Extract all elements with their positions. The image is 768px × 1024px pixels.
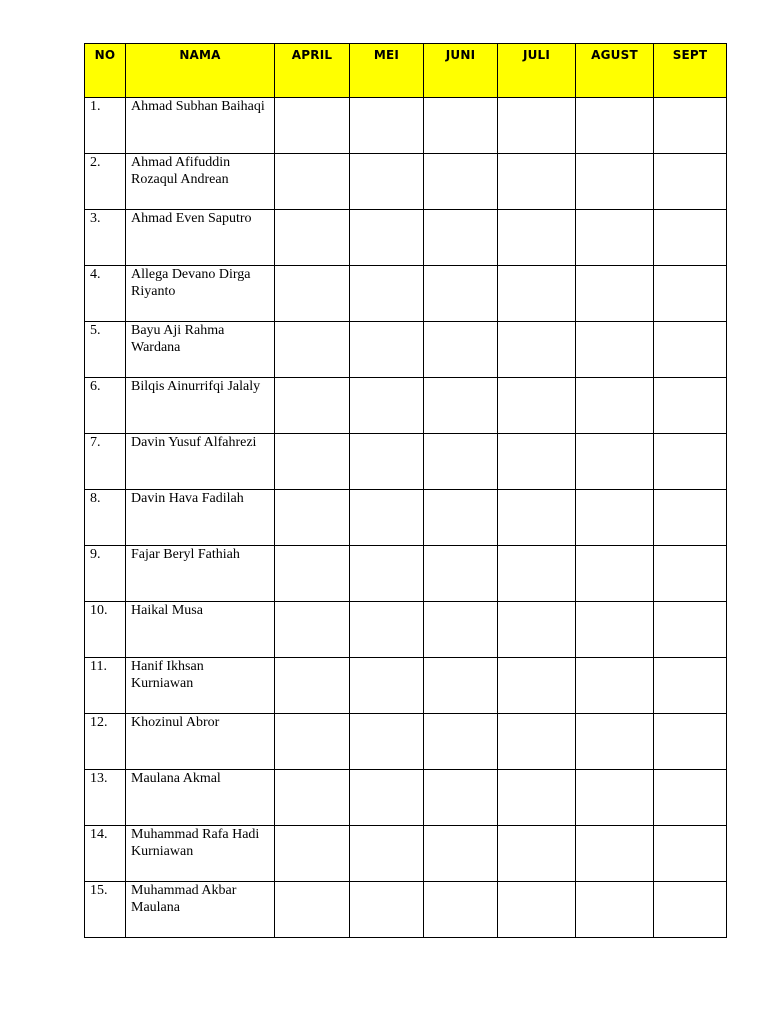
header-no: NO [85, 44, 126, 98]
header-mei: MEI [350, 44, 424, 98]
header-nama: NAMA [126, 44, 275, 98]
student-name-cell [126, 546, 275, 602]
row-number-cell [85, 546, 126, 602]
juli-cell[interactable] [498, 378, 576, 434]
student-name-cell [126, 378, 275, 434]
juli-cell[interactable] [498, 210, 576, 266]
row-number: 4. [90, 267, 101, 282]
row-number-cell [85, 770, 126, 826]
table-row [85, 882, 727, 938]
juli-cell[interactable] [498, 490, 576, 546]
mei-cell[interactable] [350, 826, 424, 882]
sept-cell[interactable] [654, 882, 727, 938]
sept-cell[interactable] [654, 378, 727, 434]
juni-cell[interactable] [424, 154, 498, 210]
row-number-cell [85, 714, 126, 770]
table-row [85, 266, 727, 322]
agust-cell[interactable] [576, 154, 654, 210]
student-name: Davin Yusuf Alfahrezi [131, 435, 257, 450]
sept-cell[interactable] [654, 546, 727, 602]
attendance-table [84, 43, 727, 938]
row-number: 7. [90, 435, 101, 450]
student-name: Davin Hava Fadilah [131, 491, 244, 506]
table-row [85, 770, 727, 826]
april-cell[interactable] [275, 154, 350, 210]
header-juni: JUNI [424, 44, 498, 98]
april-cell[interactable] [275, 882, 350, 938]
row-number-cell [85, 378, 126, 434]
table-row [85, 490, 727, 546]
student-name-cell [126, 882, 275, 938]
agust-cell[interactable] [576, 546, 654, 602]
mei-cell[interactable] [350, 434, 424, 490]
sept-cell[interactable] [654, 490, 727, 546]
student-name: Maulana Akmal [131, 771, 221, 786]
student-name-cell [126, 658, 275, 714]
juli-cell[interactable] [498, 266, 576, 322]
row-number: 12. [90, 715, 108, 730]
sept-cell[interactable] [654, 98, 727, 154]
agust-cell[interactable] [576, 322, 654, 378]
student-name-cell [126, 770, 275, 826]
juni-cell[interactable] [424, 714, 498, 770]
row-number-cell [85, 826, 126, 882]
mei-cell[interactable] [350, 882, 424, 938]
mei-cell[interactable] [350, 210, 424, 266]
agust-cell[interactable] [576, 658, 654, 714]
agust-cell[interactable] [576, 210, 654, 266]
row-number-cell [85, 602, 126, 658]
row-number: 1. [90, 99, 101, 114]
april-cell[interactable] [275, 546, 350, 602]
table-row [85, 154, 727, 210]
juli-cell[interactable] [498, 826, 576, 882]
row-number: 14. [90, 827, 108, 842]
table-row [85, 602, 727, 658]
table-row [85, 658, 727, 714]
april-cell[interactable] [275, 658, 350, 714]
student-name-cell [126, 98, 275, 154]
mei-cell[interactable] [350, 154, 424, 210]
agust-cell[interactable] [576, 770, 654, 826]
table-row [85, 210, 727, 266]
april-cell[interactable] [275, 826, 350, 882]
juni-cell[interactable] [424, 826, 498, 882]
juni-cell[interactable] [424, 882, 498, 938]
juni-cell[interactable] [424, 658, 498, 714]
juli-cell[interactable] [498, 98, 576, 154]
student-name: Muhammad Rafa Hadi Kurniawan [131, 827, 260, 859]
table-row [85, 98, 727, 154]
juni-cell[interactable] [424, 602, 498, 658]
header-sept: SEPT [654, 44, 727, 98]
student-name: Allega Devano Dirga Riyanto [131, 267, 251, 299]
agust-cell[interactable] [576, 602, 654, 658]
row-number-cell [85, 210, 126, 266]
row-number-cell [85, 490, 126, 546]
student-name-cell [126, 714, 275, 770]
student-name: Fajar Beryl Fathiah [131, 547, 240, 562]
april-cell[interactable] [275, 322, 350, 378]
student-name: Bayu Aji Rahma Wardana [131, 323, 225, 355]
juni-cell[interactable] [424, 378, 498, 434]
student-name-cell [126, 602, 275, 658]
row-number-cell [85, 154, 126, 210]
student-name-cell [126, 434, 275, 490]
april-cell[interactable] [275, 266, 350, 322]
juni-cell[interactable] [424, 322, 498, 378]
table-row [85, 546, 727, 602]
juni-cell[interactable] [424, 434, 498, 490]
juli-cell[interactable] [498, 770, 576, 826]
juni-cell[interactable] [424, 490, 498, 546]
student-name-cell [126, 826, 275, 882]
header-row [85, 44, 727, 98]
juni-cell[interactable] [424, 266, 498, 322]
mei-cell[interactable] [350, 490, 424, 546]
juni-cell[interactable] [424, 546, 498, 602]
student-name-cell [126, 210, 275, 266]
row-number-cell [85, 322, 126, 378]
agust-cell[interactable] [576, 490, 654, 546]
juni-cell[interactable] [424, 770, 498, 826]
row-number-cell [85, 266, 126, 322]
student-name-cell [126, 266, 275, 322]
student-name: Bilqis Ainurrifqi Jalaly [131, 379, 261, 394]
juli-cell[interactable] [498, 434, 576, 490]
row-number: 11. [90, 659, 107, 674]
sept-cell[interactable] [654, 770, 727, 826]
april-cell[interactable] [275, 434, 350, 490]
mei-cell[interactable] [350, 770, 424, 826]
mei-cell[interactable] [350, 98, 424, 154]
juli-cell[interactable] [498, 546, 576, 602]
mei-cell[interactable] [350, 658, 424, 714]
mei-cell[interactable] [350, 546, 424, 602]
juli-cell[interactable] [498, 882, 576, 938]
juni-cell[interactable] [424, 98, 498, 154]
student-name-cell [126, 154, 275, 210]
agust-cell[interactable] [576, 378, 654, 434]
row-number: 13. [90, 771, 108, 786]
agust-cell[interactable] [576, 714, 654, 770]
agust-cell[interactable] [576, 882, 654, 938]
row-number: 10. [90, 603, 108, 618]
juni-cell[interactable] [424, 210, 498, 266]
mei-cell[interactable] [350, 322, 424, 378]
sept-cell[interactable] [654, 714, 727, 770]
student-name: Khozinul Abror [131, 715, 220, 730]
student-name: Ahmad Even Saputro [131, 211, 252, 226]
student-name-cell [126, 490, 275, 546]
april-cell[interactable] [275, 210, 350, 266]
sept-cell[interactable] [654, 210, 727, 266]
juli-cell[interactable] [498, 154, 576, 210]
sept-cell[interactable] [654, 826, 727, 882]
agust-cell[interactable] [576, 266, 654, 322]
row-number: 2. [90, 155, 101, 170]
april-cell[interactable] [275, 602, 350, 658]
table-row [85, 322, 727, 378]
sept-cell[interactable] [654, 658, 727, 714]
row-number-cell [85, 434, 126, 490]
agust-cell[interactable] [576, 98, 654, 154]
row-number: 6. [90, 379, 101, 394]
row-number: 9. [90, 547, 101, 562]
row-number-cell [85, 658, 126, 714]
header-agust: AGUST [576, 44, 654, 98]
april-cell[interactable] [275, 378, 350, 434]
student-name: Hanif Ikhsan Kurniawan [131, 659, 204, 691]
student-name: Haikal Musa [131, 603, 203, 618]
mei-cell[interactable] [350, 266, 424, 322]
table-row [85, 826, 727, 882]
row-number: 3. [90, 211, 101, 226]
mei-cell[interactable] [350, 714, 424, 770]
sept-cell[interactable] [654, 266, 727, 322]
april-cell[interactable] [275, 770, 350, 826]
april-cell[interactable] [275, 98, 350, 154]
table-row [85, 714, 727, 770]
row-number-cell [85, 882, 126, 938]
juli-cell[interactable] [498, 714, 576, 770]
sept-cell[interactable] [654, 434, 727, 490]
student-name: Ahmad Afifuddin Rozaqul Andrean [131, 155, 231, 187]
sept-cell[interactable] [654, 154, 727, 210]
april-cell[interactable] [275, 490, 350, 546]
header-juli: JULI [498, 44, 576, 98]
mei-cell[interactable] [350, 602, 424, 658]
row-number: 8. [90, 491, 101, 506]
table-row [85, 434, 727, 490]
juli-cell[interactable] [498, 602, 576, 658]
mei-cell[interactable] [350, 378, 424, 434]
table-row [85, 378, 727, 434]
juli-cell[interactable] [498, 658, 576, 714]
row-number: 5. [90, 323, 101, 338]
student-name: Ahmad Subhan Baihaqi [131, 99, 265, 114]
agust-cell[interactable] [576, 434, 654, 490]
student-name: Muhammad Akbar Maulana [131, 883, 237, 915]
student-name-cell [126, 322, 275, 378]
juli-cell[interactable] [498, 322, 576, 378]
sept-cell[interactable] [654, 602, 727, 658]
row-number: 15. [90, 883, 108, 898]
header-april: APRIL [275, 44, 350, 98]
sept-cell[interactable] [654, 322, 727, 378]
april-cell[interactable] [275, 714, 350, 770]
agust-cell[interactable] [576, 826, 654, 882]
row-number-cell [85, 98, 126, 154]
